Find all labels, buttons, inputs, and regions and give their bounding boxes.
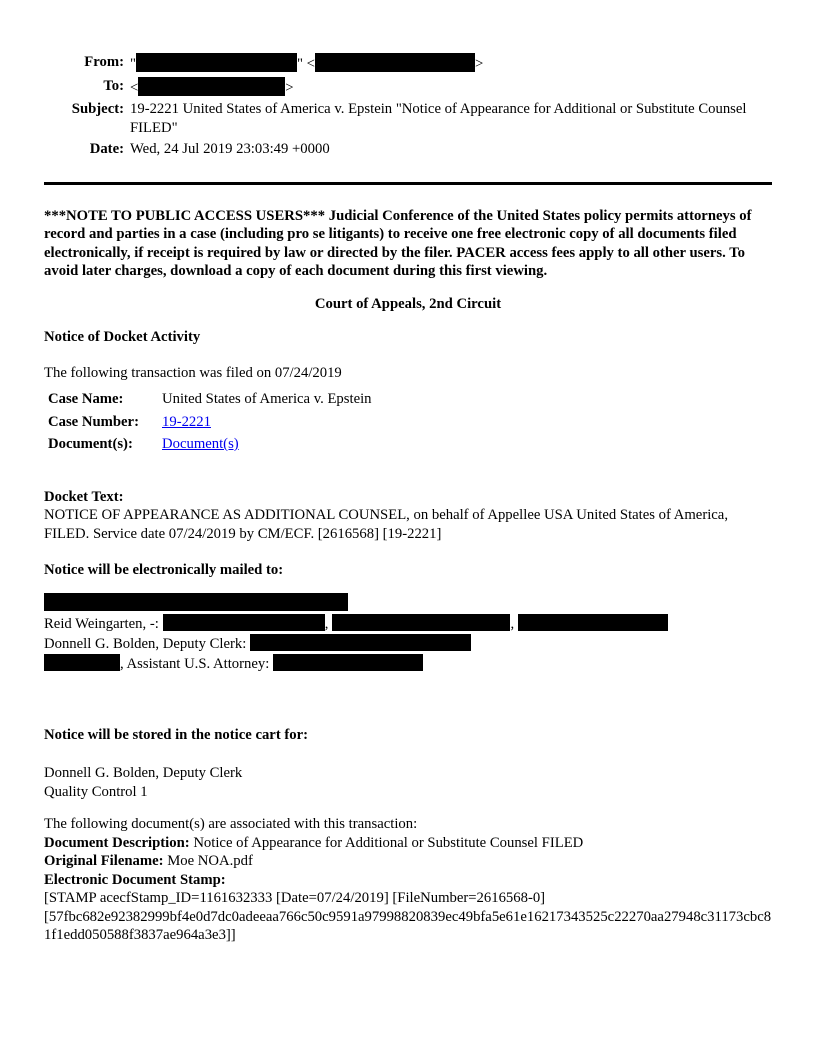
docket-text-block (44, 488, 772, 544)
subject-value: 19-2221 United States of America v. Epstein "Notice of Appearance for Additional or Substitute Counsel FILED" (130, 101, 747, 136)
separator-comma: , (510, 615, 515, 632)
document-description-line (44, 834, 772, 853)
to-close-angle: > (285, 79, 294, 96)
document-description-value: Notice of Appearance for Additional or Substitute Counsel FILED (193, 834, 584, 851)
documents-link[interactable]: Document(s) (162, 436, 239, 452)
document-description-label: Document Description: (44, 834, 190, 851)
to-row (44, 77, 772, 101)
date-label: Date: (89, 141, 124, 157)
cart-name-bolden: Donnell G. Bolden, Deputy Clerk (44, 765, 243, 781)
docket-text-label: Docket Text: (44, 488, 124, 505)
documents-intro: The following document(s) are associated with this transaction: (44, 816, 418, 832)
date-value: Wed, 24 Jul 2019 23:03:49 +0000 (130, 141, 330, 157)
recipient-name-bolden: Donnell G. Bolden, Deputy Clerk: (44, 635, 247, 652)
subject-label: Subject: (71, 101, 124, 117)
case-number-row (48, 411, 372, 434)
case-number-label: Case Number: (48, 413, 139, 430)
from-open-quote: " (130, 56, 136, 72)
from-close-angle: > (474, 56, 484, 72)
redacted-email-3 (518, 614, 668, 631)
docket-activity-heading: Notice of Docket Activity (44, 329, 201, 345)
redacted-from-address (315, 53, 475, 72)
redacted-attorney-name (44, 654, 120, 671)
case-name-value: United States of America v. Epstein (162, 391, 372, 407)
recipient-line-bolden (44, 634, 772, 654)
header-divider (44, 182, 772, 185)
redacted-email-1 (163, 614, 325, 631)
case-table (48, 388, 372, 456)
to-open-angle: < (130, 79, 139, 96)
recipient-name-weingarten: Reid Weingarten, -: (44, 615, 159, 632)
mailed-heading: Notice will be electronically mailed to: (44, 562, 284, 578)
documents-label: Document(s): (48, 436, 133, 452)
stamp-line: [STAMP acecfStamp_ID=1161632333 [Date=07/24/2019] [FileNumber=2616568-0] (44, 890, 546, 906)
subject-row (44, 100, 772, 140)
public-access-note: ***NOTE TO PUBLIC ACCESS USERS*** Judicial Conference of the United States policy permits attorneys of record and parties in a case (including pro se litigants) to receive one free electronic copy of all documents filed electronically, if receipt is required by law or directed by the filer. PACER access fees apply to all other users. To avoid later charges, download a copy of each document during this first viewing. (44, 207, 752, 279)
recipient-line-weingarten (44, 614, 772, 634)
case-number-link[interactable]: 19-2221 (162, 413, 211, 430)
cart-heading: Notice will be stored in the notice cart for: (44, 726, 309, 743)
redacted-email-4 (250, 634, 471, 651)
transaction-line: The following transaction was filed on 07/24/2019 (44, 364, 342, 381)
redacted-from-name (136, 53, 297, 72)
to-value (130, 77, 772, 98)
documents-row (48, 433, 372, 456)
from-quote-angle: " < (297, 56, 315, 72)
redacted-email-5 (273, 654, 423, 671)
from-row (44, 53, 772, 77)
case-name-row (48, 388, 372, 411)
court-title: Court of Appeals, 2nd Circuit (314, 295, 502, 312)
to-label: To: (103, 77, 124, 94)
documents-block (44, 815, 772, 945)
docket-text: NOTICE OF APPEARANCE AS ADDITIONAL COUNSEL, on behalf of Appellee USA United States of America, FILED. Service date 07/24/2019 by CM/ECF. [2616568] [19-2221] (44, 507, 728, 542)
cart-name-quality-control: Quality Control 1 (44, 783, 148, 800)
email-header (44, 53, 772, 162)
stamp-hash: [57fbc682e92382999bf4e0d7dc0adeeaa766c50c9591a97998820839ec49bfa5e61e16217343525c22270aa27948c31173cbc81f1edd050588f3837ae964a3e3]] (44, 908, 772, 943)
date-row (44, 140, 772, 162)
stamp-label: Electronic Document Stamp: (44, 871, 226, 888)
original-filename-line (44, 852, 772, 871)
redacted-email-2 (332, 614, 510, 631)
from-value (130, 53, 772, 74)
redacted-recipient (44, 593, 348, 611)
case-name-label: Case Name: (48, 391, 124, 407)
mailed-recipients (44, 593, 772, 674)
redacted-to-address (138, 77, 285, 96)
original-filename-label: Original Filename: (44, 853, 164, 869)
separator-comma: , (324, 615, 329, 632)
original-filename-value: Moe NOA.pdf (167, 853, 253, 869)
from-label: From: (84, 54, 124, 70)
recipient-line-attorney (44, 654, 772, 674)
redacted-recipient-line (44, 593, 772, 614)
attorney-role-text: , Assistant U.S. Attorney: (120, 655, 270, 672)
cart-names (44, 764, 772, 801)
